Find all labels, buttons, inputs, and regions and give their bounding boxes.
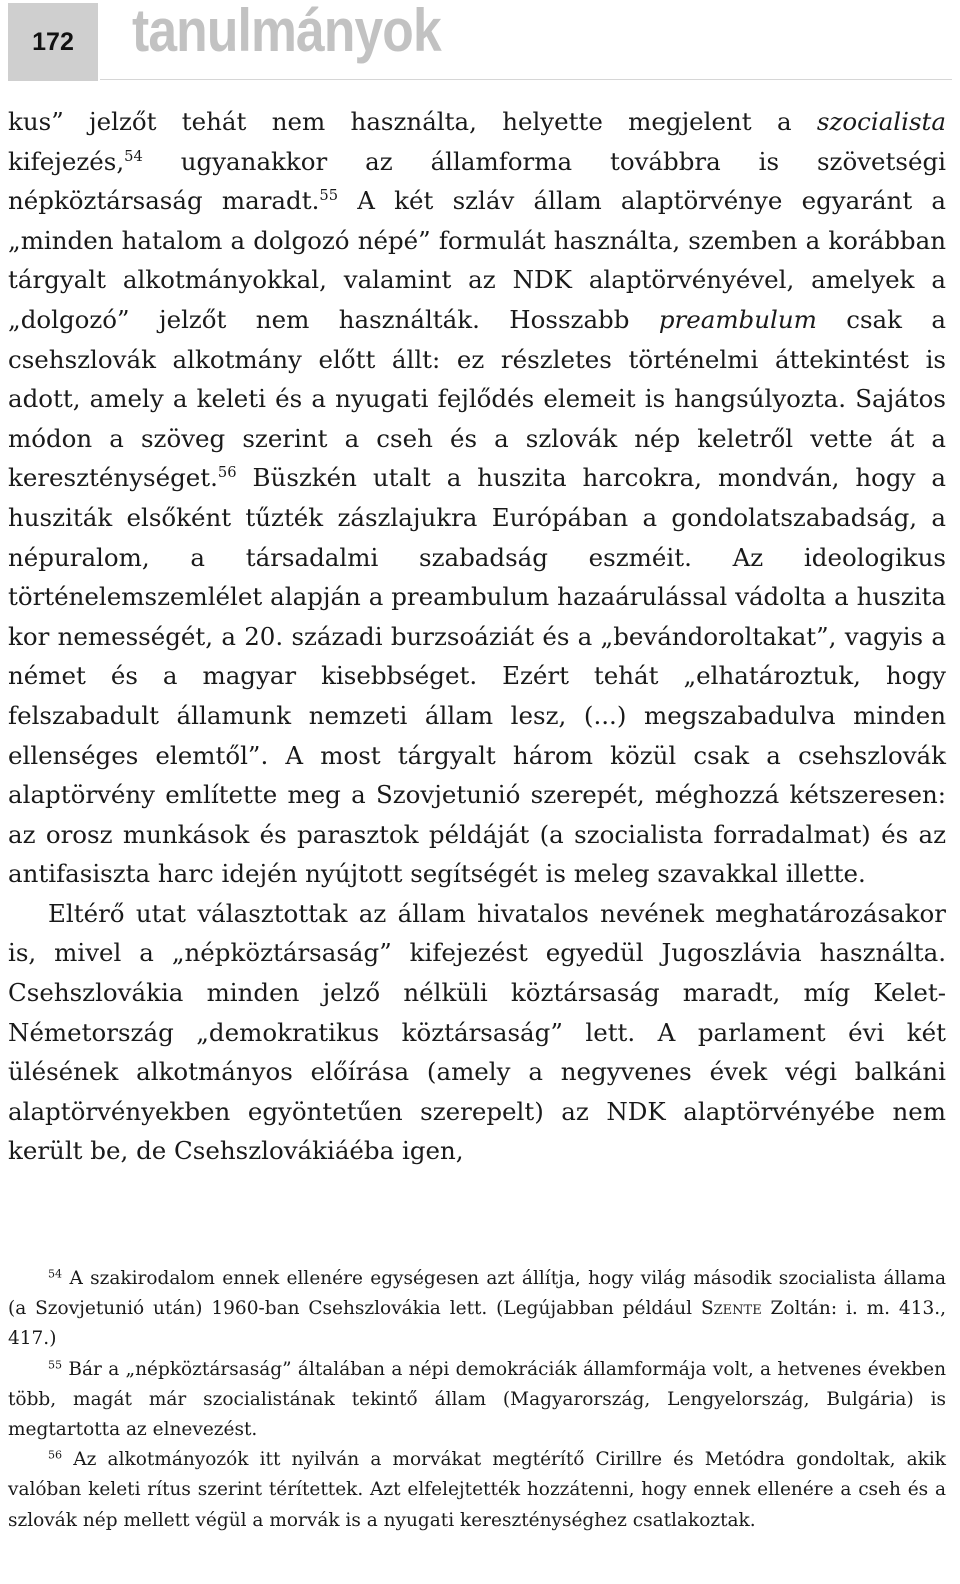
footnotes [8,1264,946,1536]
footnote-55: $^{55}$ Bár a „népköztársaság” általában a népi demokráciák államformája volt, a hetvenes években több, magát már szocialistának tekintő állam (Magyarország, Lengyelország, Bulgária) is megtartotta az elnevezést. [8,1357,946,1441]
section-title: tanulmányok [132,0,441,64]
header-divider [100,79,952,80]
footnote-ref-56: 56 [217,464,237,482]
footnote-number: 54 [48,1267,63,1281]
footnote-number: 56 [48,1448,63,1462]
footnote-56: $^{56}$ Az alkotmányozók itt nyilván a morvákat megtérítő Cirillre és Metódra gondoltak, akik valóban keleti rítus szerint térítettek. Azt elfelejtették hozzátenni, hogy ennek ellenére a cseh és a szlovák nép mellett végül a morvák is a nyugati kereszténységhez csatlakoztak. [8,1448,946,1531]
footnote-ref-54: 54 [124,147,143,165]
footnote-number: 55 [48,1357,63,1371]
author-name: Szente [700,1298,762,1320]
paragraph-1: kus” jelzőt tehát nem használta, helyette megjelent a szocialista kifejezés,$^{54}$ ugyanakkor az államforma továbbra is szövetségi népköztársaság maradt.$^{55}$ A két szláv állam alaptörvénye egyaránt a „minden hatalom a dolgozó népé” formulát használta, szemben a korábban tárgyalt alkotmányokkal, valamint az NDK alaptörvényével, amelyek a „dolgozó” jelzőt nem használták. Hosszabb preambulum csak a csehszlovák alkotmány előtt állt: ez részletes történelmi áttekintést is adott, amely a keleti és a nyugati fejlődés elemeit is hangsúlyozta. Sajátos módon a szöveg szerint a cseh és a szlovák nép keletről vette át a kereszténységet.$^{56}$ Büszkén utalt a huszita harcokra, mondván, hogy a husziták elsőként tűzték zászlajukra Európában a gondolatszabadság, a népuralom, a társadalmi szabadság eszméit. Az ideologikus történelemszemlélet alapján a preambulum hazaárulással vádolta a huszita kor nemességét, a 20. századi burzsoáziát és a „bevándoroltakat”, vagyis a német és a magyar kisebbséget. Ezért tehát „elhatároztuk, hogy felszabadult államunk nemzeti állam lesz, (...) megszabadulva minden ellenséges elemtől”. A most tárgyalt három közül csak a csehszlovák alaptörvény említette meg a Szovjetunió szerepét, méghozzá kétszeresen: az orosz munkások és parasztok példáját (a szocialista forradalmat) és az antifasiszta harc idején nyújtott segítségét is meleg szavakkal illette. [8,107,946,889]
footnote-54: $^{54}$ A szakirodalom ennek ellenére egységesen azt állítja, hogy világ második szocialista állama (a Szovjetunió után) 1960-ban Csehszlovákia lett. (Legújabban például Szente Zoltán: i. m. 413., 417.) [8,1267,946,1350]
footnote-ref-55: 55 [319,187,339,205]
body-text [8,102,946,1171]
page-number: 172 [8,3,98,81]
paragraph-2: Eltérő utat választottak az állam hivatalos nevének meghatározásakor is, mivel a „népköztársaság” kifejezést egyedül Jugoszlávia használta. Csehszlovákia minden jelző nélküli köztársaság maradt, míg Kelet-Németország „demokratikus köztársaság” lett. A parlament évi két ülésének alkotmányos előírása (amely a negyvenes évek végi balkáni alaptörvényekben egyöntetűen szerepelt) az NDK alaptörvényébe nem került be, de Csehszlovákiáéba igen, [8,898,946,1166]
page-header [0,0,960,82]
